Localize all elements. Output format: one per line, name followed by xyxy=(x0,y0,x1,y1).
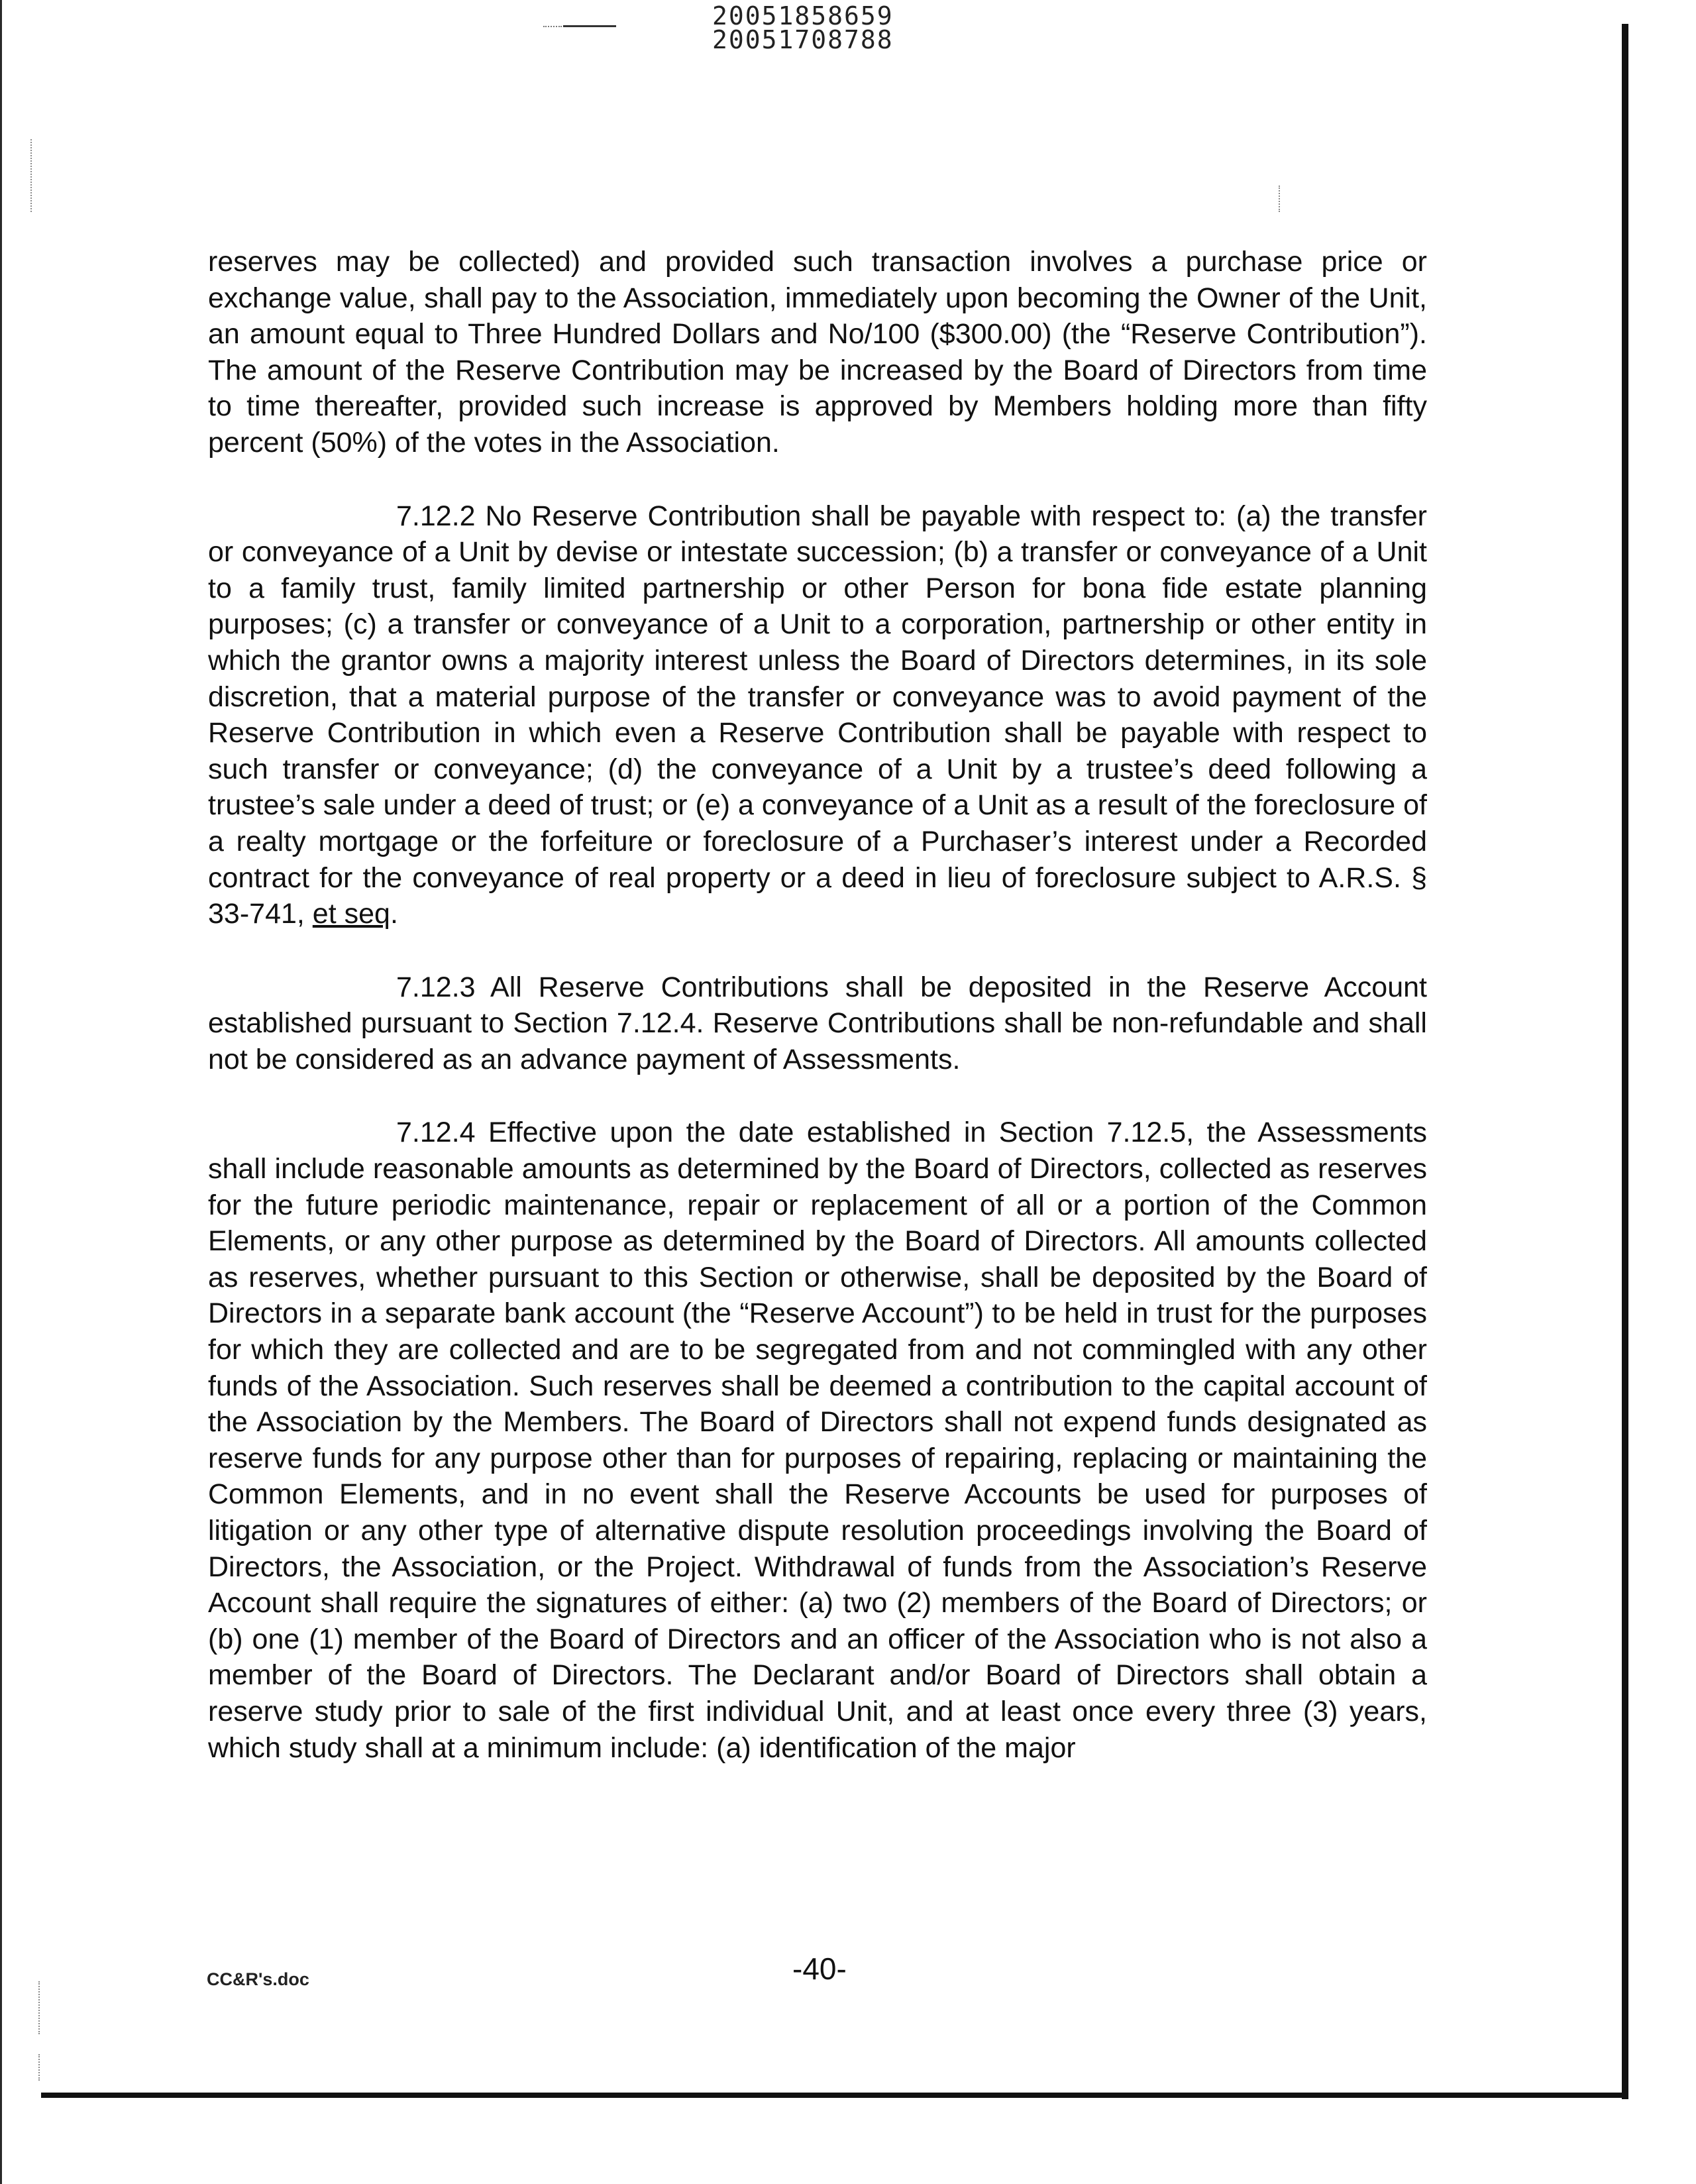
recording-number-2: 20051708788 xyxy=(712,25,894,54)
document-body xyxy=(208,244,1427,1766)
scan-speckle-left-lower xyxy=(38,1981,40,2034)
page-number: -40- xyxy=(792,1951,847,1986)
header-rule xyxy=(563,25,616,27)
footer-filename: CC&R's.doc xyxy=(207,1969,309,1989)
recording-numbers xyxy=(712,1,894,54)
scan-speckle-left-bottom xyxy=(38,2054,40,2081)
paragraph-7-12-2-text: 7.12.2 No Reserve Contribution shall be payable with respect to: (a) the transfer or conveyance of a Unit by devise or intestate succession; (b) a transfer or conveyance of a Unit to a family trust, family limited partnership or other Person for bona fide estate planning purposes; (c) a transfer or conveyance of a Unit to a corporation, partnership or other entity in which the grantor owns a majority interest unless the Board of Directors determines, in its sole discretion, that a material purpose of the transfer or conveyance was to avoid payment of the Reserve Contribution in which even a Reserve Contribution shall be payable with respect to such transfer or conveyance; (d) the conveyance of a Unit by a trustee’s deed following a trustee’s sale under a deed of trust; or (e) a conveyance of a Unit as a result of the foreclosure of a realty mortgage or the forfeiture or foreclosure of a Purchaser’s interest under a Recorded contract for the conveyance of real property or a deed in lieu of foreclosure subject to A.R.S. § 33-741, xyxy=(208,500,1427,930)
paragraph-reserve-contribution: reserves may be collected) and provided such transaction involves a purchase price or exchange value, shall pay to the Association, immediately upon becoming the Owner of the Unit, an amount equal to Three Hundred Dollars and No/100 ($300.00) (the “Reserve Contribution”). The amount of the Reserve Contribution may be increased by the Board of Directors from time to time thereafter, provided such increase is approved by Members holding more than fifty percent (50%) of the votes in the Association. xyxy=(208,246,1427,459)
page-border-right xyxy=(1622,24,1628,2099)
paragraph-7-12-3: 7.12.3 All Reserve Contributions shall be deposited in the Reserve Account established pursuant to Section 7.12.4. Reserve Contributions shall be non-refundable and shall not be considered as an advance payment of Assessments. xyxy=(208,971,1427,1075)
header-dotted-rule xyxy=(543,26,562,27)
recording-number-1: 20051858659 xyxy=(712,1,894,30)
paragraph-7-12-2-end: . xyxy=(390,898,398,930)
page-border-bottom xyxy=(41,2093,1628,2098)
scan-speckle-right xyxy=(1279,186,1280,212)
paragraph-7-12-2 xyxy=(208,498,1427,932)
scan-left-edge xyxy=(0,0,2,2184)
scan-speckle-left xyxy=(30,139,32,212)
paragraph-7-12-4: 7.12.4 Effective upon the date established in Section 7.12.5, the Assessments shall include reasonable amounts as determined by the Board of Directors, collected as reserves for the future periodic maintenance, repair or replacement of all or a portion of the Common Elements, or any other purpose as determined by the Board of Directors. All amounts collected as reserves, whether pursuant to this Section or otherwise, shall be deposited by the Board of Directors in a separate bank account (the “Reserve Account”) to be held in trust for the purposes for which they are collected and are to be segregated from and not commingled with any other funds of the Association. Such reserves shall be deemed a contribution to the capital account of the Association by the Members. The Board of Directors shall not expend funds designated as reserve funds for any purpose other than for purposes of repairing, replacing or maintaining the Common Elements, and in no event shall the Reserve Accounts be used for purposes of litigation or any other type of alternative dispute resolution proceedings involving the Board of Directors, the Association, or the Project. Withdrawal of funds from the Association’s Reserve Account shall require the signatures of either: (a) two (2) members of the Board of Directors; or (b) one (1) member of the Board of Directors and an officer of the Association who is not also a member of the Board of Directors. The Declarant and/or Board of Directors shall obtain a reserve study prior to sale of the first individual Unit, and at least once every three (3) years, which study shall at a minimum include: (a) identification of the major xyxy=(208,1117,1427,1764)
et-seq-citation: et seq xyxy=(312,898,390,930)
